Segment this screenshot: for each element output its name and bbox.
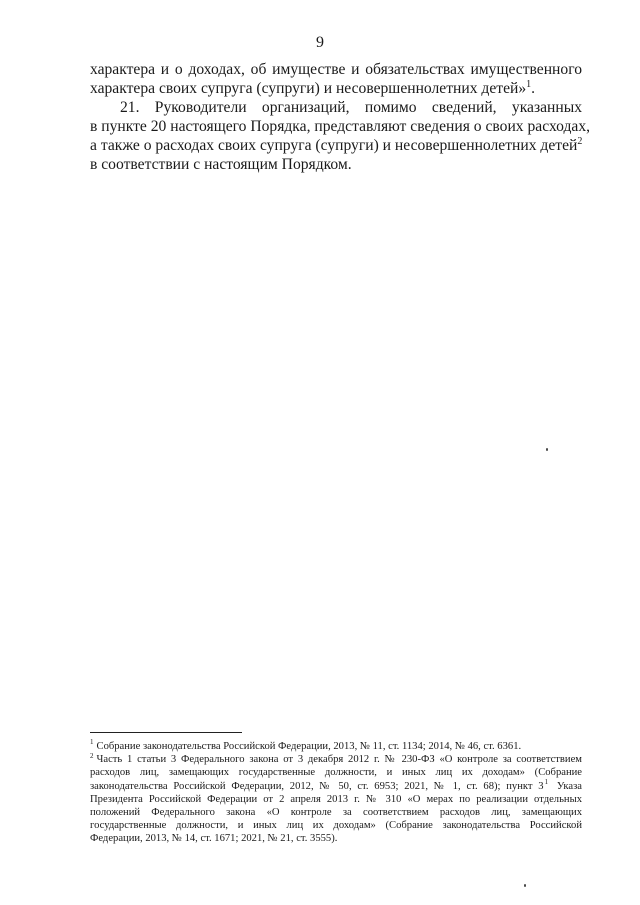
footnote-ref: 2: [577, 135, 583, 147]
footnote-marker: 1: [90, 738, 94, 747]
footnote-line: законодательства Российской Федерации, 2012, № 50, ст. 6953; 2021, № 1, ст. 68); пункт 3$^1$ Указа: [90, 778, 582, 792]
footnote-ref: 1: [526, 78, 532, 90]
page-number: 9: [316, 34, 324, 51]
footnote-line: положений Федерального закона «О контроле за соответствием расходов лиц, замещающих: [90, 806, 582, 818]
footnote-line: Федерации, 2013, № 14, ст. 1671; 2021, № 21, ст. 3555).: [90, 833, 338, 845]
footnote-line: государственные должности, и иных лиц их доходам» (Собрание законодательства Российской: [90, 820, 582, 832]
footnote-marker: 2: [90, 751, 94, 760]
footnote-1: $^1$ Собрание законодательства Российской Федерации, 2013, № 11, ст. 1134; 2014, № 46, ст. 6361.: [90, 738, 522, 752]
footnote-line: расходов лиц, замещающих государственные должности, и иных лиц их доходам» (Собрание: [90, 767, 582, 779]
footnote-line: Президента Российской Федерации от 2 апреля 2013 г. № 310 «О мерах по реализации отдельных: [90, 793, 582, 805]
main-text: [90, 60, 591, 174]
text-line: в пункте 20 настоящего Порядка, представляют сведения о своих расходах,: [90, 118, 591, 135]
text-line: в соответствии с настоящим Порядком.: [90, 156, 352, 173]
footnote-2: $^2$ Часть 1 статьи 3 Федерального закона от 3 декабря 2012 г. № 230-ФЗ «О контроле за соответствием: [90, 751, 582, 766]
text-line: характера своих супруга (супруги) и несовершеннолетних детей»$^1$.: [90, 78, 536, 97]
footnote-divider: [90, 732, 242, 733]
text-line: характера и о доходах, об имуществе и обязательствах имущественного: [90, 61, 582, 78]
text-line: 21. Руководители организаций, помимо сведений, указанных: [120, 99, 582, 116]
scan-speck: [546, 448, 548, 451]
footnotes: [90, 740, 582, 846]
text-line: а также о расходах своих супруга (супруги) и несовершеннолетних детей$^2$: [90, 135, 583, 154]
scan-speck: [524, 884, 526, 887]
